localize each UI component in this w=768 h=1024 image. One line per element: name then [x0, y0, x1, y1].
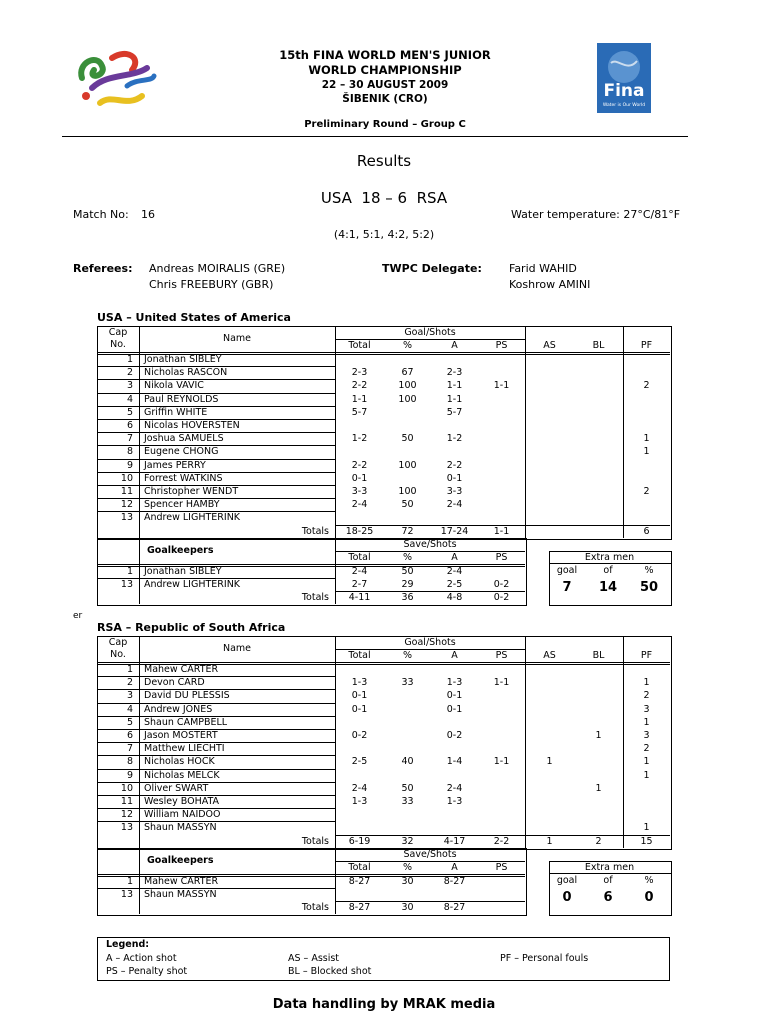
penalty-header: PS: [495, 340, 508, 351]
header-bottom-rule: [97, 352, 670, 353]
name-header: Name: [222, 643, 252, 654]
player-name: Nikola VAVIC: [144, 380, 204, 392]
goal-shots-header: Goal/Shots: [404, 637, 456, 648]
player-stat-cell: 2: [643, 743, 650, 755]
totals-label: Totals: [301, 525, 329, 537]
player-stat-cell: 1-1: [493, 756, 510, 768]
goalkeeper-cap-number: 1: [126, 875, 133, 887]
header-bottom-rule: [97, 874, 525, 875]
player-cap-number: 10: [120, 782, 133, 794]
player-stat-cell: 1: [643, 716, 650, 728]
player-name: Eugene CHONG: [144, 446, 219, 458]
assist-header: AS: [543, 340, 556, 351]
goalkeeper-cap-number: 13: [120, 579, 133, 590]
championship-title-line1: 15th FINA WORLD MEN'S JUNIOR: [279, 48, 491, 62]
goalkeepers-header: Goalkeepers: [147, 544, 214, 556]
cap-header: Cap: [108, 637, 128, 648]
player-cap-number: 5: [126, 406, 133, 418]
totals-cell: 17-24: [440, 525, 469, 537]
player-name: Paul REYNOLDS: [144, 393, 219, 405]
save-shots-header: Save/Shots: [403, 848, 457, 860]
player-name: Matthew LIECHTI: [144, 743, 225, 755]
player-name: Andrew JONES: [144, 703, 213, 715]
action-header: A: [451, 861, 458, 873]
player-stat-cell: 2: [643, 690, 650, 702]
player-stat-cell: 5-7: [446, 406, 463, 418]
championship-dates: 22 – 30 AUGUST 2009: [321, 79, 449, 91]
legend-penalty-shot: PS – Penalty shot: [106, 966, 188, 977]
goalkeeper-cap-number: 1: [126, 565, 133, 577]
legend-blocked-shot: BL – Blocked shot: [288, 966, 372, 977]
player-stat-cell: 1-2: [446, 433, 463, 445]
pct-header: %: [402, 650, 413, 661]
player-stat-cell: 3: [643, 703, 650, 715]
player-stat-cell: 2: [643, 380, 650, 392]
player-name: Nicholas MELCK: [144, 769, 220, 781]
match-no-label: Match No:: [73, 208, 129, 221]
player-name: Jonathan SIBLEY: [144, 354, 222, 365]
action-header: A: [451, 650, 458, 661]
player-stat-cell: 100: [398, 380, 417, 392]
player-name: Shaun CAMPBELL: [144, 716, 228, 728]
extra-men-of-value: 14: [598, 579, 618, 595]
fouls-header: PF: [640, 650, 653, 661]
player-name: Oliver SWART: [144, 782, 209, 794]
player-name: William NAIDOO: [144, 809, 221, 821]
player-stat-cell: 1: [546, 756, 553, 768]
totals-label: Totals: [301, 835, 329, 847]
extra-men-of-label: of: [603, 874, 613, 886]
goalkeeper-stat-cell: 2-4: [351, 565, 368, 577]
player-cap-number: 12: [120, 809, 133, 821]
goalkeeper-stat-cell: 8-27: [348, 875, 371, 887]
fina-logo-tagline: Water is Our World: [602, 103, 646, 108]
player-stat-cell: 0-1: [351, 472, 368, 484]
player-stat-cell: 3: [643, 730, 650, 741]
player-stat-cell: 2-4: [351, 782, 368, 794]
extra-men-pct-label: %: [644, 564, 654, 576]
player-stat-cell: 1: [643, 446, 650, 458]
player-stat-cell: 1-1: [493, 380, 510, 392]
team-title: USA – United States of America: [97, 311, 291, 324]
extra-men-goal-value: 0: [562, 889, 572, 905]
goalkeeper-stat-cell: 2-5: [446, 579, 463, 590]
no-header: No.: [110, 649, 126, 660]
player-stat-cell: 1-3: [351, 677, 368, 689]
round-label: Preliminary Round – Group C: [304, 119, 466, 130]
column-divider: [335, 636, 336, 848]
player-stat-cell: 2-3: [446, 367, 463, 379]
gk-totals-cell: 36: [401, 592, 414, 604]
goalkeeper-stat-cell: 29: [401, 579, 414, 590]
goalkeeper-cap-number: 13: [120, 889, 133, 900]
header-bottom-rule: [97, 564, 525, 565]
extra-men-pct-label: %: [644, 874, 654, 886]
player-cap-number: 10: [120, 472, 133, 484]
gk-totals-cell: 4-8: [446, 592, 463, 604]
player-cap-number: 11: [120, 796, 133, 807]
goal-shots-header: Goal/Shots: [404, 327, 456, 338]
player-stat-cell: 33: [401, 677, 414, 689]
player-stat-cell: 1-3: [351, 796, 368, 807]
delegate-label: TWPC Delegate:: [382, 262, 482, 275]
player-name: Andrew LIGHTERINK: [144, 512, 241, 524]
totals-cell: 2-2: [493, 835, 510, 847]
totals-cell: 18-25: [345, 525, 374, 537]
total-header: Total: [348, 650, 371, 661]
goalkeeper-name: Jonathan SIBLEY: [144, 565, 222, 577]
extra-men-of-value: 6: [603, 889, 613, 905]
player-name: Mahew CARTER: [144, 664, 219, 675]
column-divider: [623, 636, 624, 848]
legend-action-shot: A – Action shot: [106, 953, 177, 964]
player-cap-number: 8: [126, 446, 133, 458]
fina-logo: [597, 43, 651, 113]
player-cap-number: 7: [126, 743, 133, 755]
gk-totals-cell: 4-11: [348, 592, 371, 604]
player-stat-cell: 50: [401, 499, 414, 511]
player-name: Wesley BOHATA: [144, 796, 220, 807]
player-name: Nicolas HOVERSTEN: [144, 420, 240, 431]
player-cap-number: 5: [126, 716, 133, 728]
totals-cell: 6-19: [348, 835, 371, 847]
extra-men-title: Extra men: [584, 861, 635, 873]
goalkeeper-stat-cell: 0-2: [493, 579, 510, 590]
delegate-2: Koshrow AMINI: [509, 278, 591, 291]
goalkeeper-stat-cell: 30: [401, 875, 414, 887]
player-stat-cell: 1-1: [446, 393, 463, 405]
player-stat-cell: 2-4: [351, 499, 368, 511]
player-name: Griffin WHITE: [144, 406, 208, 418]
total-header: Total: [348, 340, 371, 351]
header-bottom-rule: [97, 662, 670, 663]
totals-cell: 4-17: [443, 835, 466, 847]
player-name: Shaun MASSYN: [144, 822, 217, 834]
player-cap-number: 4: [126, 393, 133, 405]
team-title: RSA – Republic of South Africa: [97, 621, 286, 634]
delegate-1: Farid WAHID: [509, 262, 577, 275]
player-cap-number: 9: [126, 459, 133, 471]
player-stat-cell: 100: [398, 486, 417, 497]
player-stat-cell: 2-4: [446, 782, 463, 794]
player-cap-number: 8: [126, 756, 133, 768]
player-stat-cell: 40: [401, 756, 414, 768]
player-name: Christopher WENDT: [144, 486, 239, 497]
blocked-header: BL: [592, 650, 605, 661]
player-stat-cell: 2-5: [351, 756, 368, 768]
player-stat-cell: 0-2: [446, 730, 463, 741]
totals-label: Totals: [301, 592, 329, 604]
gk-totals-cell: 8-27: [443, 902, 466, 914]
referee-2: Chris FREEBURY (GBR): [149, 278, 274, 291]
player-stat-cell: 0-1: [446, 703, 463, 715]
player-stat-cell: 1-1: [446, 380, 463, 392]
player-cap-number: 3: [126, 380, 133, 392]
results-title: Results: [356, 152, 412, 170]
player-stat-cell: 1: [643, 822, 650, 834]
legend-title: Legend:: [106, 939, 150, 950]
player-cap-number: 6: [126, 730, 133, 741]
player-stat-cell: 5-7: [351, 406, 368, 418]
player-name: Spencer HAMBY: [144, 499, 220, 511]
penalty-header: PS: [495, 861, 508, 873]
championship-venue: ŠIBENIK (CRO): [342, 93, 428, 105]
player-stat-cell: 1: [643, 677, 650, 689]
player-cap-number: 4: [126, 703, 133, 715]
totals-label: Totals: [301, 902, 329, 914]
player-stat-cell: 1-3: [446, 677, 463, 689]
extra-men-goal-value: 7: [562, 579, 572, 595]
totals-cell: 72: [401, 525, 414, 537]
action-header: A: [451, 551, 458, 563]
column-divider: [525, 326, 526, 538]
player-name: Joshua SAMUELS: [144, 433, 224, 445]
player-cap-number: 13: [120, 512, 133, 524]
extra-men-pct-value: 50: [639, 579, 659, 595]
player-name: Nicholas RASCON: [144, 367, 228, 379]
totals-cell: 1-1: [493, 525, 510, 537]
player-name: Nicholas HÖCK: [144, 756, 215, 768]
match-no-value: 16: [141, 208, 155, 221]
player-cap-number: 1: [126, 354, 133, 365]
cap-header: Cap: [108, 327, 128, 338]
totals-cell: 15: [640, 835, 653, 847]
column-divider: [525, 636, 526, 848]
player-name: David DU PLESSIS: [144, 690, 230, 702]
goalkeeper-name: Mahew CARTER: [144, 875, 219, 887]
player-stat-cell: 2-4: [446, 499, 463, 511]
pct-header: %: [402, 551, 413, 563]
goalkeeper-stat-cell: 50: [401, 565, 414, 577]
player-stat-cell: 0-1: [446, 472, 463, 484]
player-cap-number: 12: [120, 499, 133, 511]
legend-personal-fouls: PF – Personal fouls: [500, 953, 589, 964]
fouls-header: PF: [640, 340, 653, 351]
player-stat-cell: 1: [643, 433, 650, 445]
player-cap-number: 2: [126, 677, 133, 689]
extra-men-pct-value: 0: [644, 889, 654, 905]
assist-header: AS: [543, 650, 556, 661]
penalty-header: PS: [495, 650, 508, 661]
player-stat-cell: 1-3: [446, 796, 463, 807]
player-stat-cell: 1-4: [446, 756, 463, 768]
player-stat-cell: 2-2: [446, 459, 463, 471]
pct-header: %: [402, 340, 413, 351]
save-shots-header: Save/Shots: [403, 538, 457, 550]
header-divider: [62, 136, 688, 137]
goalkeepers-header: Goalkeepers: [147, 854, 214, 866]
player-name: Jason MOSTERT: [144, 730, 218, 741]
player-stat-cell: 50: [401, 782, 414, 794]
player-stat-cell: 2-3: [351, 367, 368, 379]
goalkeeper-stat-cell: 8-27: [443, 875, 466, 887]
totals-cell: 32: [401, 835, 414, 847]
fina-logo-text: Fina: [603, 81, 645, 101]
extra-men-divider: [549, 563, 671, 564]
legend-box: [97, 937, 670, 981]
player-stat-cell: 2-2: [351, 459, 368, 471]
goalkeeper-stat-cell: 2-7: [351, 579, 368, 590]
footer-credit: Data handling by MRAK media: [272, 997, 496, 1012]
player-stat-cell: 3-3: [351, 486, 368, 497]
player-cap-number: 13: [120, 822, 133, 834]
referees-label: Referees:: [73, 262, 133, 275]
stray-text: er: [73, 611, 83, 621]
player-stat-cell: 33: [401, 796, 414, 807]
player-cap-number: 11: [120, 486, 133, 497]
blocked-header: BL: [592, 340, 605, 351]
gk-totals-cell: 0-2: [493, 592, 510, 604]
column-divider: [623, 326, 624, 538]
extra-men-goal-label: goal: [556, 564, 578, 576]
period-scores: (4:1, 5:1, 4:2, 5:2): [333, 228, 435, 241]
player-stat-cell: 0-2: [351, 730, 368, 741]
penalty-header: PS: [495, 551, 508, 563]
totals-cell: 1: [546, 835, 553, 847]
player-stat-cell: 0-1: [351, 690, 368, 702]
action-header: A: [451, 340, 458, 351]
name-header: Name: [222, 333, 252, 344]
pct-header: %: [402, 861, 413, 873]
player-stat-cell: 0-1: [351, 703, 368, 715]
score-line: USA 18 – 6 RSA: [320, 189, 448, 207]
player-stat-cell: 1: [595, 782, 602, 794]
total-header: Total: [348, 551, 371, 563]
player-stat-cell: 3-3: [446, 486, 463, 497]
goalkeeper-name: Andrew LIGHTERINK: [144, 579, 241, 590]
totals-cell: 2: [595, 835, 602, 847]
gk-totals-cell: 30: [401, 902, 414, 914]
player-stat-cell: 2: [643, 486, 650, 497]
player-cap-number: 9: [126, 769, 133, 781]
goalkeeper-stat-cell: 2-4: [446, 565, 463, 577]
championship-title-line2: WORLD CHAMPIONSHIP: [308, 63, 462, 77]
player-stat-cell: 2-2: [351, 380, 368, 392]
totals-cell: 6: [643, 525, 650, 537]
player-stat-cell: 1-1: [493, 677, 510, 689]
player-name: Forrest WATKINS: [144, 472, 223, 484]
no-header: No.: [110, 339, 126, 350]
player-stat-cell: 100: [398, 459, 417, 471]
water-temperature: Water temperature: 27°C/81°F: [511, 208, 681, 221]
championship-logo: [72, 48, 162, 114]
player-stat-cell: 1: [643, 756, 650, 768]
player-cap-number: 1: [126, 664, 133, 675]
legend-assist: AS – Assist: [288, 953, 340, 964]
player-stat-cell: 1-2: [351, 433, 368, 445]
player-cap-number: 2: [126, 367, 133, 379]
referee-1: Andreas MOIRALIS (GRE): [149, 262, 286, 275]
player-name: James PERRY: [144, 459, 206, 471]
player-stat-cell: 1-1: [351, 393, 368, 405]
player-stat-cell: 1: [595, 730, 602, 741]
player-stat-cell: 50: [401, 433, 414, 445]
player-stat-cell: 1: [643, 769, 650, 781]
player-cap-number: 7: [126, 433, 133, 445]
player-stat-cell: 0-1: [446, 690, 463, 702]
player-cap-number: 6: [126, 420, 133, 431]
extra-men-of-label: of: [603, 564, 613, 576]
player-name: Devon CARD: [144, 677, 205, 689]
player-stat-cell: 100: [398, 393, 417, 405]
extra-men-goal-label: goal: [556, 874, 578, 886]
extra-men-title: Extra men: [584, 551, 635, 563]
player-stat-cell: 67: [401, 367, 414, 379]
player-cap-number: 3: [126, 690, 133, 702]
goalkeeper-name: Shaun MASSYN: [144, 889, 217, 900]
extra-men-divider: [549, 873, 671, 874]
gk-totals-cell: 8-27: [348, 902, 371, 914]
total-header: Total: [348, 861, 371, 873]
